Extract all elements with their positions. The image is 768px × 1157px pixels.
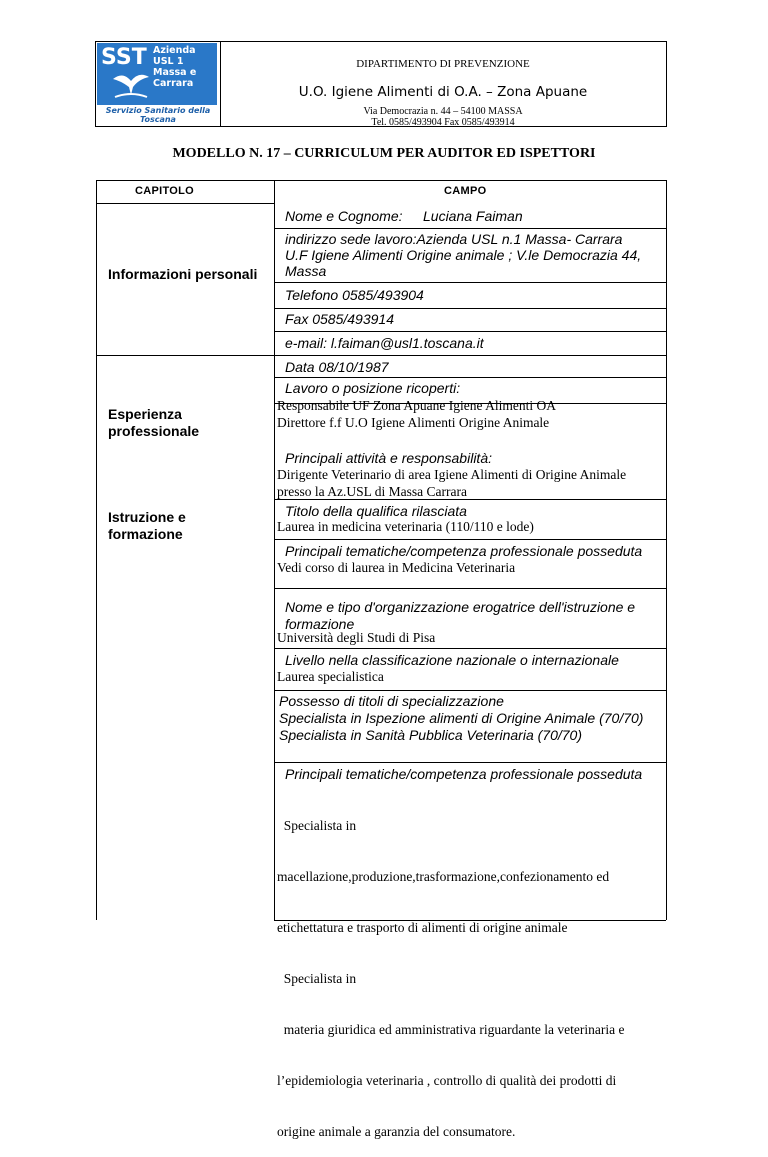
organization-label: Nome e tipo d'organizzazione erogatrice dell'istruzione e formazione — [285, 599, 636, 632]
specializations: Possesso di titoli di specializzazione Specialista in Ispezione alimenti di Origine Animale (70/70) Specialista in Sanità Pubblica Veterinaria (70/70) — [279, 693, 644, 743]
skills-label: Principali tematiche/competenza professionale posseduta — [285, 543, 643, 559]
qualification-label: Titolo della qualifica rilasciata — [285, 503, 467, 519]
name-label: Nome e Cognome: — [285, 208, 403, 224]
seagull-icon — [111, 65, 151, 103]
level-value: Laurea specialistica — [277, 669, 384, 684]
section-personal-info: Informazioni personali — [108, 266, 258, 282]
skills2-label: Principali tematiche/competenza professionale posseduta — [285, 766, 643, 782]
date-field: Data 08/10/1987 — [285, 359, 389, 375]
logo-sst-text: SST — [101, 45, 147, 70]
activities-label: Principali attività e responsabilità: — [285, 450, 492, 466]
skills2-description: Specialista in macellazione,produzione,trasformazione,confezionamento ed etichettatura e trasporto di alimenti di origine animale Specialista in materia giuridica ed amministrativa riguardante la veterinaria e l’epidemiologia veterinaria , controllo di qualità dei prodotti di origine animale a garanzia del consumatore. — [277, 818, 625, 1139]
header-address: Via Democrazia n. 44 – 54100 MASSA Tel. 0585/493904 Fax 0585/493914 — [363, 106, 523, 128]
document-title: MODELLO N. 17 – CURRICULUM PER AUDITOR ED ISPETTORI — [172, 146, 596, 161]
qualification-value: Laurea in medicina veterinaria (110/110 e lode) — [277, 519, 534, 534]
logo-cell — [96, 42, 221, 126]
column-header-campo: CAMPO — [444, 185, 487, 197]
work-address: indirizzo sede lavoro:Azienda USL n.1 Massa- Carrara U.F Igiene Alimenti Origine animale ; V.le Democrazia 44, Massa — [285, 231, 642, 279]
section-education: Istruzione e formazione — [108, 509, 186, 542]
asl-logo — [97, 43, 217, 105]
skills-value: Vedi corso di laurea in Medicina Veterinaria — [277, 560, 516, 575]
email-field: e-mail: l.faiman@usl1.toscana.it — [285, 335, 484, 351]
unit-name: U.O. Igiene Alimenti di O.A. – Zona Apuane — [298, 84, 588, 100]
column-header-capitolo: CAPITOLO — [135, 185, 195, 197]
department-name: DIPARTIMENTO DI PREVENZIONE — [356, 58, 530, 70]
activities-description: Dirigente Veterinario di area Igiene Alimenti di Origine Animale presso la Az.USL di Massa Carrara — [277, 467, 627, 499]
job-label: Lavoro o posizione ricoperti: — [285, 380, 461, 396]
fax-field: Fax 0585/493914 — [285, 311, 394, 327]
phone-field: Telefono 0585/493904 — [285, 287, 424, 303]
letterhead — [95, 41, 667, 127]
logo-org-name: Azienda USL 1 Massa e Carrara — [153, 45, 197, 89]
organization-value: Università degli Studi di Pisa — [277, 630, 436, 645]
logo-caption: Servizio Sanitario della Toscana — [105, 106, 211, 124]
job-description: Responsabile UF Zona Apuane Igiene Alimenti OA Direttore f.f U.O Igiene Alimenti Origine Animale — [277, 398, 556, 430]
level-label: Livello nella classificazione nazionale o internazionale — [285, 652, 619, 668]
section-experience: Esperienza professionale — [108, 406, 200, 439]
name-value: Luciana Faiman — [423, 208, 523, 224]
